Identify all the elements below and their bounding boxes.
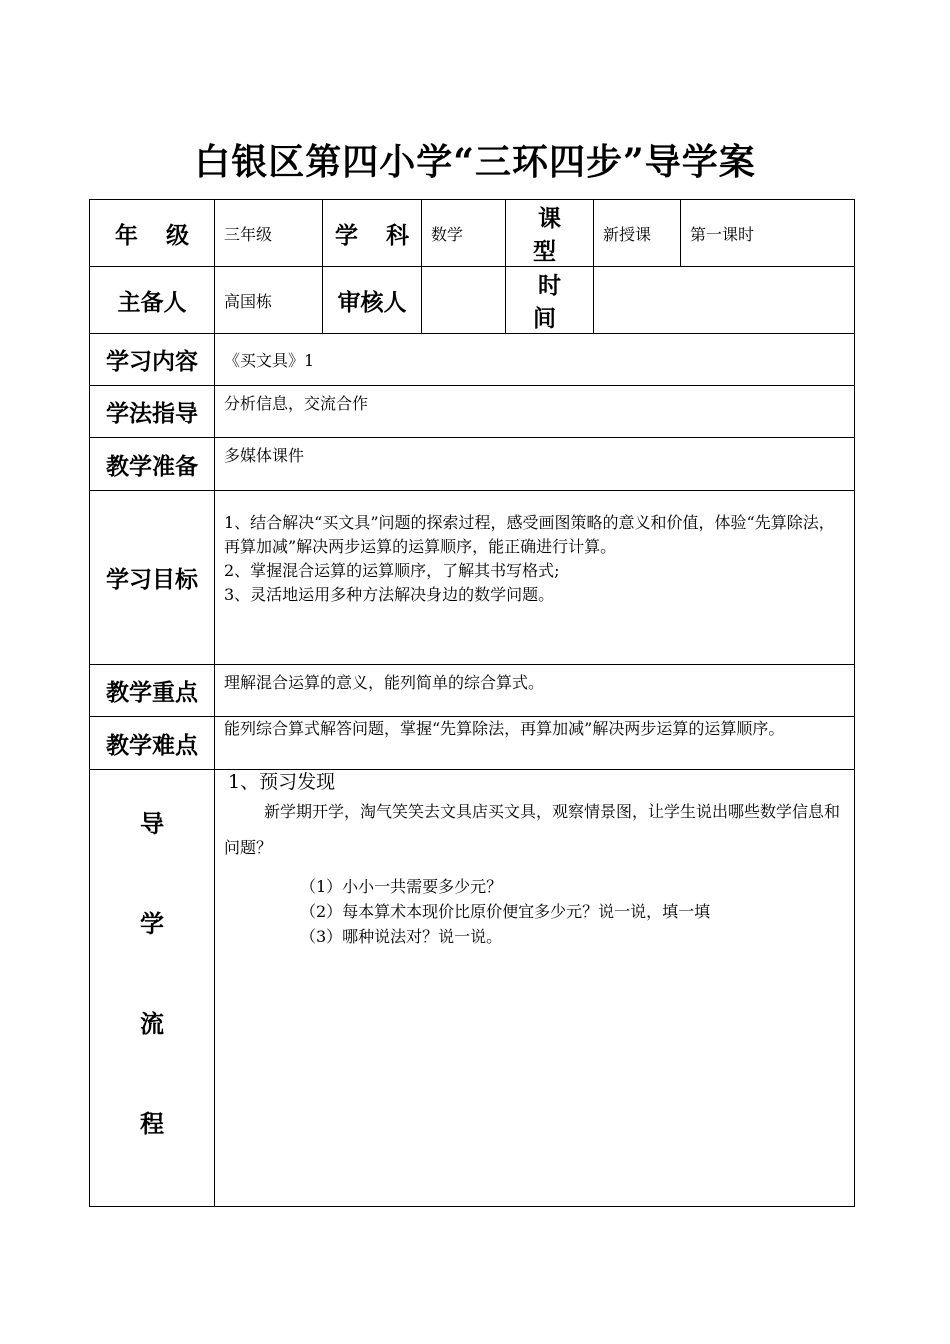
row-difficulty (90, 717, 855, 770)
learning-goals-label: 学习目标 (90, 491, 215, 665)
lesson-type-label: 课 型 (506, 200, 594, 267)
key-point-value: 理解混合运算的意义，能列简单的综合算式。 (215, 665, 855, 717)
lesson-type-value: 新授课 (594, 200, 681, 267)
flow-question: （2）每本算术本现价比原价便宜多少元？说一说，填一填 (300, 902, 711, 921)
flow-label-char: 学 (140, 910, 164, 938)
row-learning-flow (90, 770, 855, 1207)
teaching-prep-label: 教学准备 (90, 438, 215, 491)
flow-section-title: 1、预习发现 (228, 771, 336, 793)
subject-label: 学 科 (323, 200, 422, 267)
lesson-plan-table (89, 199, 855, 1207)
flow-label-char: 导 (140, 810, 164, 838)
goal-item: 3、灵活地运用多种方法解决身边的数学问题。 (224, 585, 555, 604)
learning-flow-label (90, 770, 215, 1207)
goal-item: 1、结合解决“买文具”问题的探索过程，感受画图策略的意义和价值，体验“先算除法，再算加减”解决两步运算的运算顺序，能正确进行计算。 (224, 513, 835, 556)
row-key-point (90, 665, 855, 717)
teaching-prep-value: 多媒体课件 (215, 438, 855, 491)
learning-content-value: 《买文具》1 (215, 334, 855, 386)
row-staff-info (90, 267, 855, 334)
page-title: 白银区第四小学“三环四步”导学案 (194, 141, 756, 183)
time-label: 时 间 (506, 267, 594, 334)
grade-value: 三年级 (215, 200, 323, 267)
learning-flow-content (215, 770, 855, 1207)
goal-item: 2、掌握混合运算的运算顺序，了解其书写格式; (224, 561, 560, 580)
preparer-value: 高国栋 (215, 267, 323, 334)
row-learning-method (90, 386, 855, 438)
difficulty-value: 能列综合算式解答问题，掌握“先算除法，再算加减”解决两步运算的运算顺序。 (215, 717, 855, 770)
lesson-period-value: 第一课时 (681, 200, 855, 267)
row-teaching-prep (90, 438, 855, 491)
learning-method-value: 分析信息，交流合作 (215, 386, 855, 438)
learning-content-label: 学习内容 (90, 334, 215, 386)
flow-label-char: 流 (140, 1010, 164, 1038)
key-point-label: 教学重点 (90, 665, 215, 717)
grade-label: 年 级 (90, 200, 215, 267)
flow-label-char: 程 (140, 1110, 164, 1138)
row-learning-goals (90, 491, 855, 665)
learning-method-label: 学法指导 (90, 386, 215, 438)
flow-intro: 新学期开学，淘气笑笑去文具店买文具，观察情景图，让学生说出哪些数学信息和问题？ (224, 802, 841, 857)
reviewer-label: 审核人 (323, 267, 422, 334)
flow-question: （3）哪种说法对？说一说。 (300, 927, 503, 946)
preparer-label: 主备人 (90, 267, 215, 334)
learning-goals-value (215, 491, 855, 665)
row-learning-content (90, 334, 855, 386)
subject-value: 数学 (422, 200, 506, 267)
reviewer-value (422, 267, 506, 334)
flow-question: （1）小小一共需要多少元？ (300, 877, 503, 896)
time-value (594, 267, 855, 334)
row-basic-info (90, 200, 855, 267)
difficulty-label: 教学难点 (90, 717, 215, 770)
